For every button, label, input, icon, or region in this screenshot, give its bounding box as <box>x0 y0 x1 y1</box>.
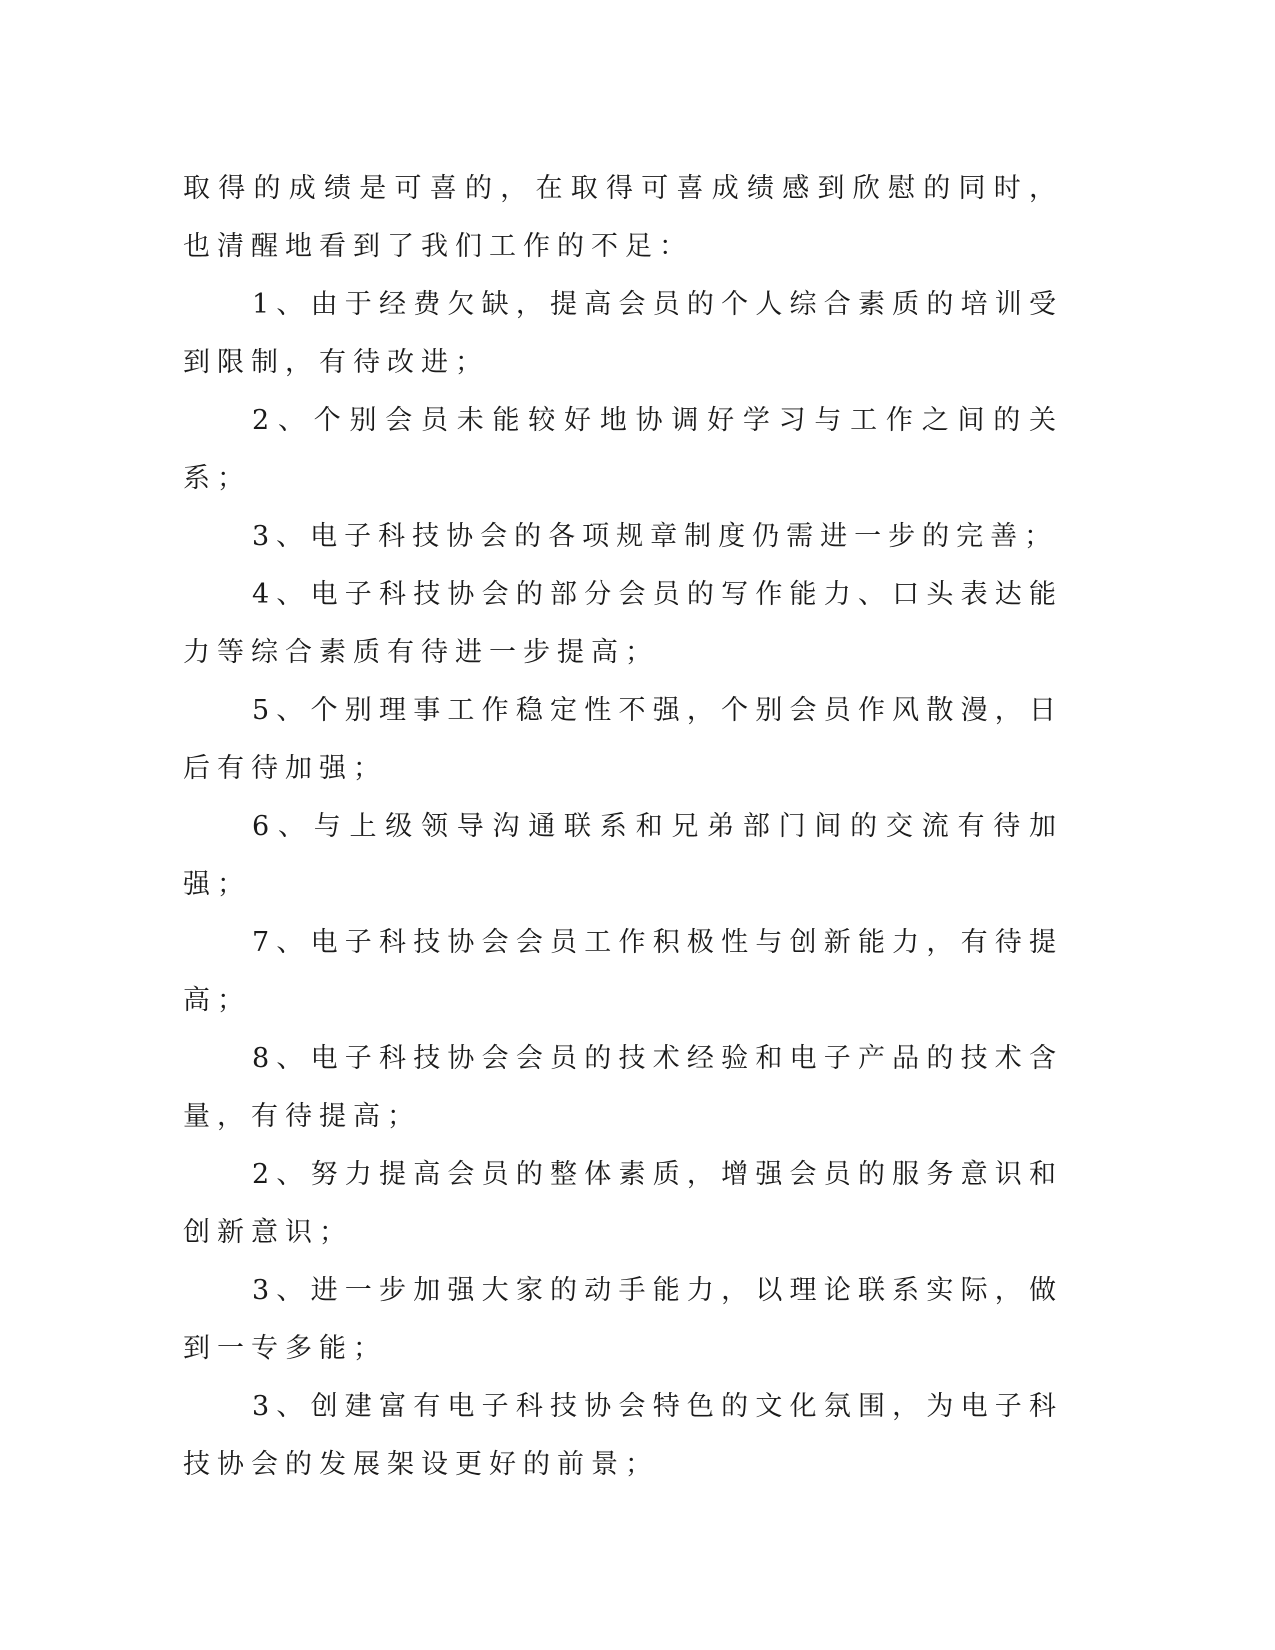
list-item-1: 1、由于经费欠缺，提高会员的个人综合素质的培训受到限制，有待改进； <box>183 289 1063 378</box>
list-item-2: 2、个别会员未能较好地协调好学习与工作之间的关系； <box>183 405 1063 494</box>
list-item-8: 8、电子科技协会会员的技术经验和电子产品的技术含量，有待提高； <box>183 1043 1063 1132</box>
list-item-3: 3、电子科技协会的各项规章制度仍需进一步的完善； <box>252 521 1059 552</box>
list-item-5: 5、个别理事工作稳定性不强，个别会员作风散漫，日后有待加强； <box>183 695 1063 784</box>
list-item-11: 3、创建富有电子科技协会特色的文化氛围，为电子科技协会的发展架设更好的前景； <box>183 1391 1063 1480</box>
list-item-4: 4、电子科技协会的部分会员的写作能力、口头表达能力等综合素质有待进一步提高； <box>183 579 1063 668</box>
list-item-10: 3、进一步加强大家的动手能力，以理论联系实际，做到一专多能； <box>183 1275 1063 1364</box>
document-body <box>183 160 1063 1494</box>
list-item-7: 7、电子科技协会会员工作积极性与创新能力，有待提高； <box>183 927 1063 1016</box>
list-item-6: 6、与上级领导沟通联系和兄弟部门间的交流有待加强； <box>183 811 1063 900</box>
list-item-9: 2、努力提高会员的整体素质，增强会员的服务意识和创新意识； <box>183 1159 1063 1248</box>
paragraph-intro: 取得的成绩是可喜的，在取得可喜成绩感到欣慰的同时，也清醒地看到了我们工作的不足： <box>183 173 1063 262</box>
